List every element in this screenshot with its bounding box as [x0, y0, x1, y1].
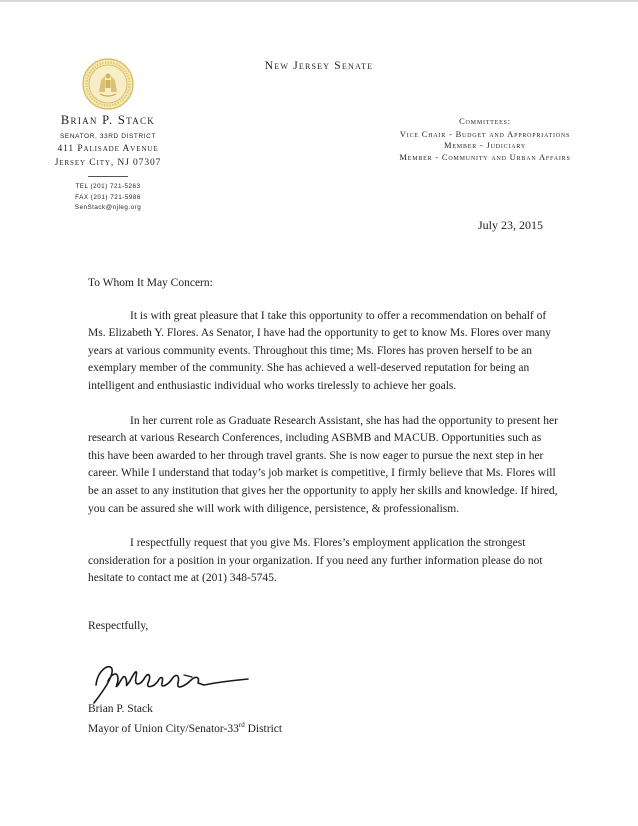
letter-date: July 23, 2015: [478, 218, 544, 232]
sender-fax: FAX (201) 721-5986: [75, 193, 141, 201]
top-edge-line: [0, 0, 638, 2]
sender-block: [28, 113, 188, 214]
sender-address-line2: Jersey City, NJ 07307: [54, 158, 162, 168]
sender-name: Brian P. Stack: [60, 113, 156, 127]
signer-title-ordinal: rd: [238, 721, 245, 729]
signer-title-prefix: Mayor of Union City/Senator-33: [88, 722, 239, 735]
committee-line: Member - Judiciary: [443, 140, 527, 150]
committee-line: Member - Community and Urban Affairs: [399, 151, 571, 162]
signer-name: Brian P. Stack: [88, 703, 153, 715]
sender-email: SenStack@njleg.org: [74, 204, 142, 211]
body-paragraph: It is with great pleasure that I take this opportunity to offer a recommendation on behalf of Ms. Elizabeth Y. Flores. As Senator, I have had the opportunity to get to know Ms. Flores over many years at various community events. Throughout this time; Ms. Flores has proven herself to be an exemplary member of the community. She has achieved a well-deserved reputation for being an intelligent and enthusiastic individual who works tirelessly to achieve her goals.: [88, 309, 551, 392]
salutation: To Whom It May Concern:: [88, 277, 213, 289]
handwritten-signature-icon: [88, 655, 258, 707]
body-paragraph: I respectfully request that you give Ms. Flores’s employment application the strongest consideration for a position in your organization. If you need any further information please do not hesitate to contact me at (201) 348-5745.: [88, 537, 543, 585]
committees-heading: Committees:: [459, 116, 511, 126]
letter-body: [88, 275, 558, 636]
sender-address-line1: 411 Palisade Avenue: [57, 144, 159, 154]
committees-block: [345, 116, 625, 163]
closing: Respectfully,: [88, 619, 149, 632]
signer-title: [88, 717, 282, 737]
senate-title: New Jersey Senate: [264, 60, 374, 72]
committee-line: Vice Chair - Budget and Appropriations: [399, 128, 571, 139]
body-paragraph: In her current role as Graduate Research Assistant, she has had the opportunity to present her research at various Research Conferences, including ASBMB and MACUB. Opportunities such as this have been awarded to her through travel grants. She is now eager to pursue the next step in her career. While I understand that today’s job market is competitive, I firmly believe that Ms. Flores will be an asset to any institution that gives her the opportunity to apply her skills and knowledge. If hired, you can be assured she will work with diligence, persistence, & professionalism.: [88, 414, 558, 515]
signer-title-end: District: [244, 722, 283, 735]
sender-tel: TEL (201) 721-5263: [75, 183, 141, 190]
signer-block: [88, 701, 282, 737]
sender-district: SENATOR, 33RD DISTRICT: [59, 133, 157, 140]
sender-divider: [88, 176, 128, 177]
